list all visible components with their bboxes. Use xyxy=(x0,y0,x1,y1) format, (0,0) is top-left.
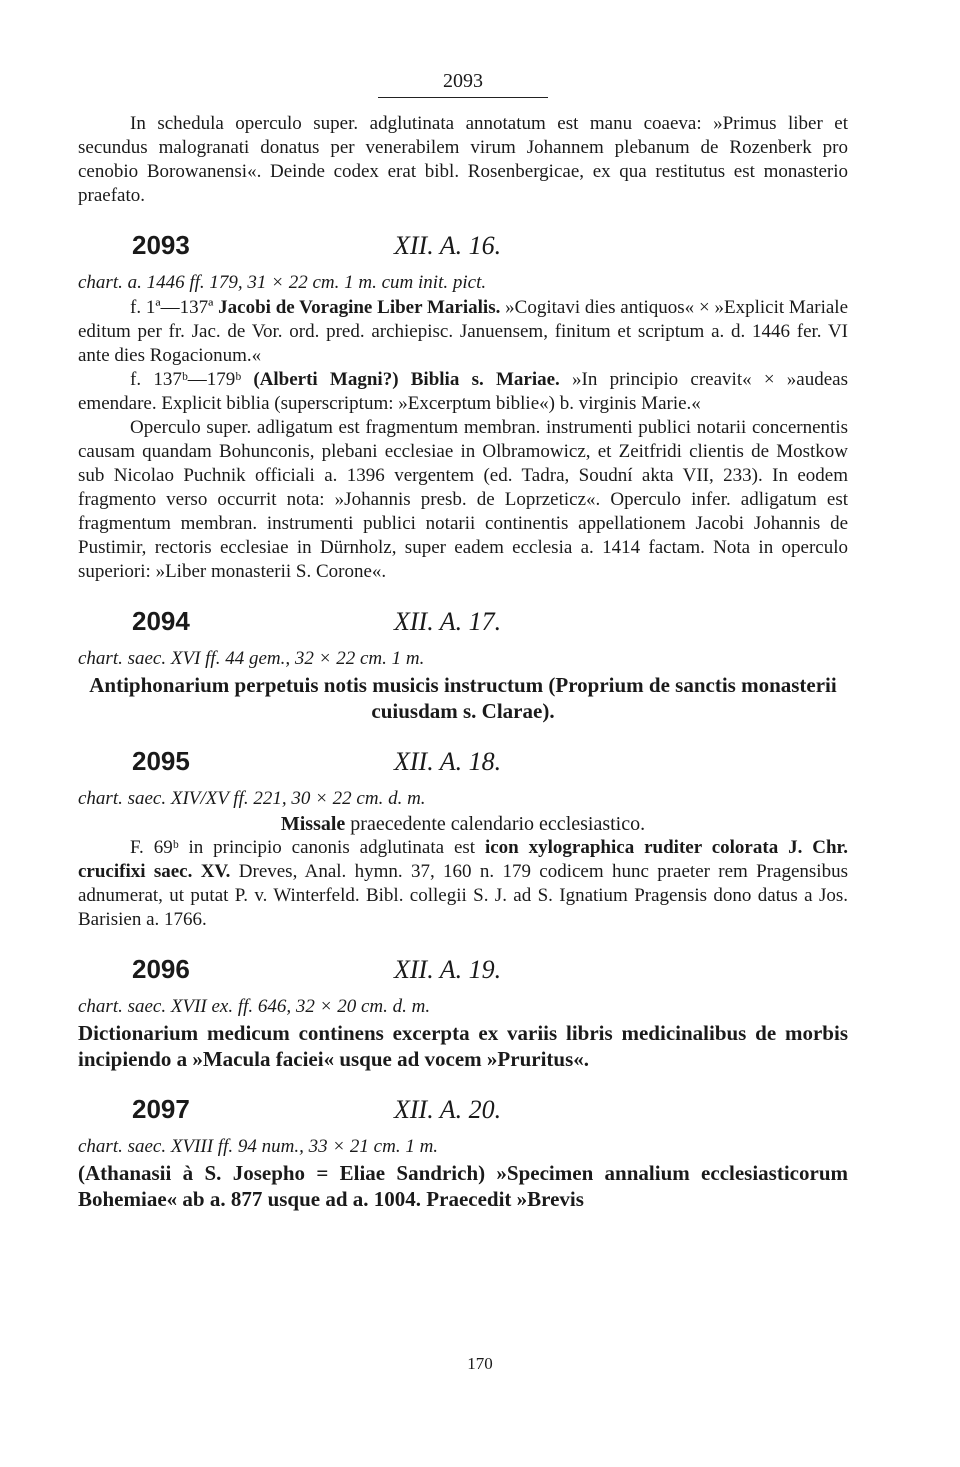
page-number: 170 xyxy=(467,1354,493,1373)
shelfmark: XII. A. 16. xyxy=(394,231,502,260)
running-header: 2093 xyxy=(378,70,548,98)
binding-note: Operculo super. adligatum est fragmentum membran. instrumenti publici notarii concernentis causam quandam Bohunconis, plebani ecclesiae in Olbramowicz, et Zeitfridi clientis de Mostkow sub Nicolao Puchnik officiali a. 1396 vergentem (ed. Tadra, Soudní akta VII, 233). In eodem fragmento verso occurrit nota: »Johannis presb. de Loprzeticz«. Operculo infer. adligatum est fragmentum membran. instrumenti publici notarii continentis appellationem Jacobi Johannis de Pustimir, rectoris ecclesiae in Dürnholz, super eadem ecclesia a. 1414 factam. Nota in operculo superiori: »Liber monasterii S. Corone«. xyxy=(78,417,848,582)
shelfmark: XII. A. 19. xyxy=(394,955,502,984)
entry-2097-heading xyxy=(78,1094,848,1134)
codex-description: chart. saec. XIV/XV ff. 221, 30 × 22 cm. d. m. xyxy=(78,788,426,809)
codex-description: chart. saec. XVI ff. 44 gem., 32 × 22 cm. 1 m. xyxy=(78,648,425,669)
entry-number: 2097 xyxy=(132,1094,190,1124)
entry-number: 2093 xyxy=(132,230,190,260)
entry-number: 2094 xyxy=(132,606,190,636)
work-title: Missale praecedente calendario ecclesiastico. xyxy=(280,813,646,835)
entry-2093-heading xyxy=(78,230,848,270)
codex-description: chart. saec. XVIII ff. 94 num., 33 × 21 cm. 1 m. xyxy=(78,1136,439,1157)
codex-description: chart. a. 1446 ff. 179, 31 × 22 cm. 1 m. cum init. pict. xyxy=(78,272,487,293)
entry-number: 2095 xyxy=(132,746,190,776)
work-title: Antiphonarium perpetuis notis musicis instructum (Proprium de sanctis monasterii cuiusdam s. Clarae). xyxy=(89,673,837,723)
content-item: f. 1ª—137ª Jacobi de Voragine Liber Marialis. »Cogitavi dies antiquos« × »Explicit Mariale editum per fr. Jac. de Vor. ord. pred. archiepisc. Januensem, finitum et scriptum a. d. 1446 fer. VI ante dies Rogacionum.« xyxy=(78,297,849,366)
work-title: (Athanasii à S. Josepho = Eliae Sandrich) »Specimen annalium ecclesiasticorum Bohemiae« ab a. 877 usque ad a. 1004. Praecedit »Brevis xyxy=(78,1161,848,1211)
shelfmark: XII. A. 18. xyxy=(394,747,502,776)
work-title: Dictionarium medicum continens excerpta ex variis libris medicinalibus de morbis incipiendo a »Macula faciei« usque ad vocem »Pruritus«. xyxy=(78,1021,848,1071)
codex-description: chart. saec. XVII ex. ff. 646, 32 × 20 cm. d. m. xyxy=(78,996,431,1017)
entry-2094-heading xyxy=(78,606,848,646)
entry-number: 2096 xyxy=(132,954,190,984)
entry-2095-heading xyxy=(78,746,848,786)
content-item: f. 137ᵇ—179ᵇ (Alberti Magni?) Biblia s. Mariae. »In principio creavit« × »audeas emendare. Explicit biblia (superscriptum: »Excerptum biblie«) b. virginis Marie.« xyxy=(78,369,848,414)
binding-note: F. 69ᵇ in principio canonis adglutinata est icon xylographica ruditer colorata J. Chr. crucifixi saec. XV. Dreves, Anal. hymn. 37, 160 n. 179 codicem hunc praeter rem Pragensibus adnumerat, ut putat P. v. Winterfeld. Bibl. collegii S. J. ad S. Ignatium Pragensis dono datus a Jos. Barisien a. 1766. xyxy=(78,837,848,930)
shelfmark: XII. A. 17. xyxy=(394,607,502,636)
page-body xyxy=(78,70,848,1212)
intro-paragraph: In schedula operculo super. adglutinata annotatum est manu coaeva: »Primus liber et secundus malogranati donatus per venerabilem virum Johannem plebanum de Rozenberk pro cenobio Borowanensi«. Deinde codex erat bibl. Rosenbergicae, ex qua restitutus est monasterio praefato. xyxy=(78,113,848,206)
shelfmark: XII. A. 20. xyxy=(394,1095,502,1124)
entry-2096-heading xyxy=(78,954,848,994)
